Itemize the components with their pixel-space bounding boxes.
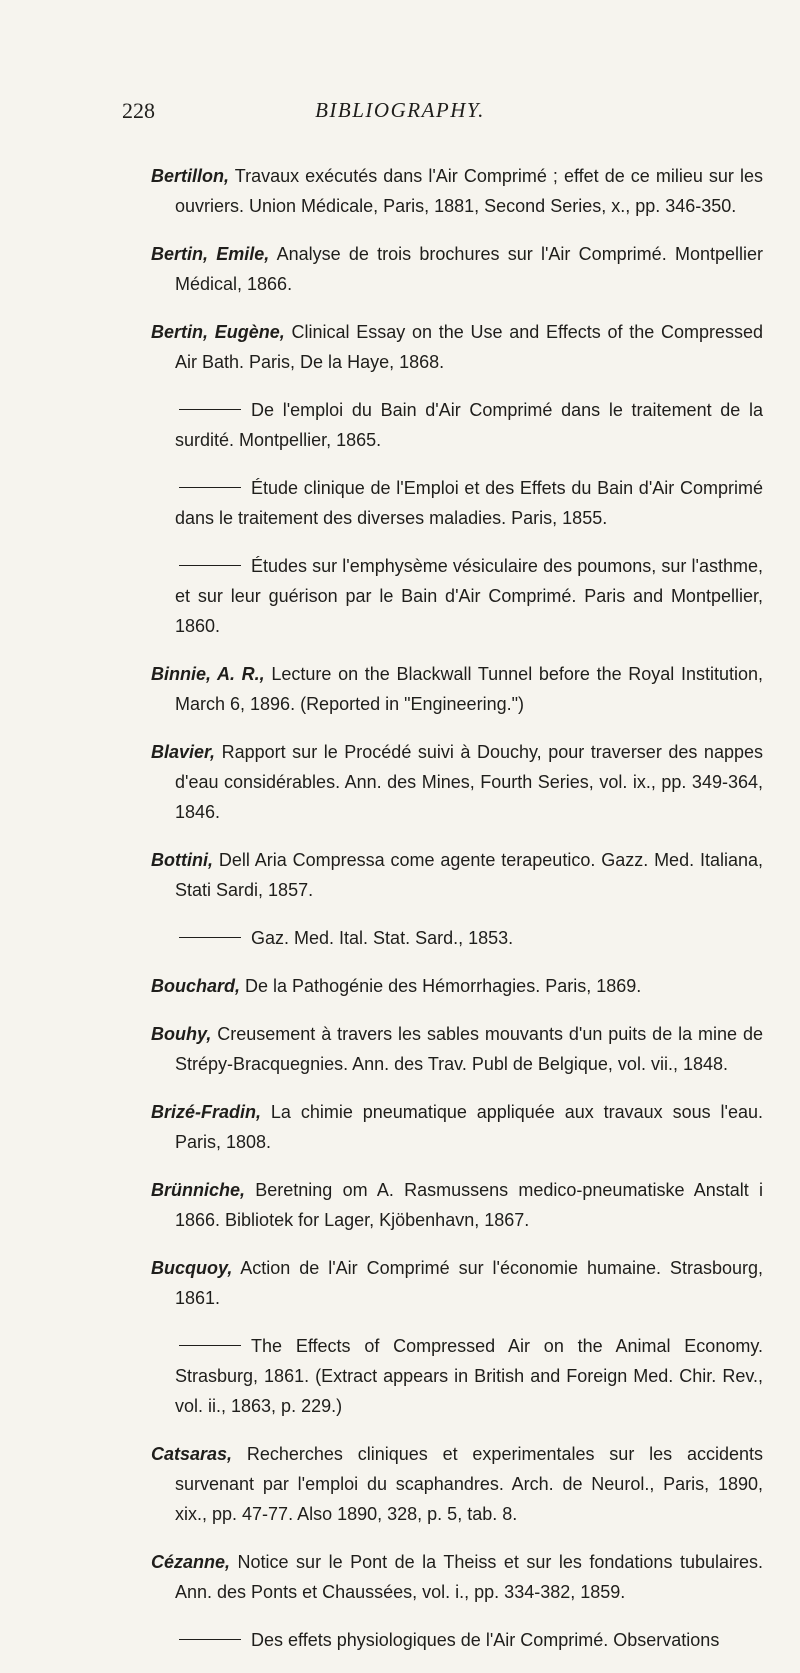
bibliography-entry — [151, 1547, 763, 1607]
bibliography-entry — [151, 923, 763, 953]
bibliography-entry — [151, 1097, 763, 1157]
entry-text: The Effects of Compressed Air on the Animal Economy. Strasburg, 1861. (Extract appears in British and Foreign Med. Chir. Rev., vol. ii., 1863, p. 229.) — [175, 1336, 763, 1416]
bibliography-entry — [151, 1331, 763, 1421]
entry-text: Gaz. Med. Ital. Stat. Sard., 1853. — [251, 928, 514, 948]
entry-text: Clinical Essay on the Use and Effects of the Compressed Air Bath. Paris, De la Haye, 1868. — [175, 322, 763, 372]
bibliography-entry — [151, 845, 763, 905]
bibliography-entry — [151, 161, 763, 221]
entry-text: Travaux exécutés dans l'Air Comprimé ; effet de ce milieu sur les ouvriers. Union Médicale, Paris, 1881, Second Series, x., pp. 346-350. — [175, 166, 763, 216]
entry-author: Brizé-Fradin, — [151, 1102, 262, 1122]
entry-text: De la Pathogénie des Hémorrhagies. Paris, 1869. — [240, 976, 642, 996]
bibliography-list — [151, 143, 763, 1673]
ditto-dash — [179, 565, 241, 566]
bibliography-entry — [151, 1253, 763, 1313]
entry-text: De l'emploi du Bain d'Air Comprimé dans le traitement de la surdité. Montpellier, 1865. — [175, 400, 763, 450]
bibliography-entry — [151, 659, 763, 719]
ditto-dash — [179, 937, 241, 938]
entry-text: Rapport sur le Procédé suivi à Douchy, pour traverser des nappes d'eau considérables. Ann. des Mines, Fourth Series, vol. ix., pp. 349-364, 1846. — [175, 742, 763, 822]
entry-text: Analyse de trois brochures sur l'Air Comprimé. Montpellier Médical, 1866. — [175, 244, 763, 294]
bibliography-entry — [151, 551, 763, 641]
bibliography-entry — [151, 1175, 763, 1235]
running-head — [0, 98, 800, 128]
ditto-dash — [179, 1345, 241, 1346]
entry-author: Bertillon, — [151, 166, 230, 186]
entry-text: Étude clinique de l'Emploi et des Effets du Bain d'Air Comprimé dans le traitement des diverses maladies. Paris, 1855. — [175, 478, 763, 528]
page-header-title: BIBLIOGRAPHY. — [315, 98, 485, 122]
bibliography-entry — [151, 1625, 763, 1655]
entry-text: Des effets physiologiques de l'Air Comprimé. Observations — [251, 1630, 720, 1650]
ditto-dash — [179, 1639, 241, 1640]
ditto-dash — [179, 487, 241, 488]
entry-text: Notice sur le Pont de la Theiss et sur les fondations tubulaires. Ann. des Ponts et Chaussées, vol. i., pp. 334-382, 1859. — [175, 1552, 763, 1602]
entry-author: Brünniche, — [151, 1180, 246, 1200]
entry-author: Bucquoy, — [151, 1258, 233, 1278]
bibliography-entry — [151, 395, 763, 455]
bibliography-entry — [151, 239, 763, 299]
entry-author: Binnie, A. R., — [151, 664, 265, 684]
bibliography-entry — [151, 737, 763, 827]
bibliography-entry — [151, 1019, 763, 1079]
bibliography-entry — [151, 1439, 763, 1529]
bibliography-entry — [151, 317, 763, 377]
entry-text: Dell Aria Compressa come agente terapeutico. Gazz. Med. Italiana, Stati Sardi, 1857. — [175, 850, 763, 900]
entry-text: Recherches cliniques et experimentales sur les accidents survenant par l'emploi du scaphandres. Arch. de Neurol., Paris, 1890, xix., pp. 47-77. Also 1890, 328, p. 5, tab. 8. — [175, 1444, 763, 1524]
entry-author: Bottini, — [151, 850, 213, 870]
entry-author: Bouhy, — [151, 1024, 212, 1044]
entry-author: Cézanne, — [151, 1552, 231, 1572]
entry-text: Action de l'Air Comprimé sur l'économie humaine. Strasbourg, 1861. — [175, 1258, 763, 1308]
bibliography-entry — [151, 473, 763, 533]
entry-text: Beretning om A. Rasmussens medico-pneumatiske Anstalt i 1866. Bibliotek for Lager, Kjöbenhavn, 1867. — [175, 1180, 763, 1230]
entry-text: La chimie pneumatique appliquée aux travaux sous l'eau. Paris, 1808. — [175, 1102, 763, 1152]
entry-author: Bouchard, — [151, 976, 241, 996]
entry-text: Lecture on the Blackwall Tunnel before the Royal Institution, March 6, 1896. (Reported in "Engineering.") — [175, 664, 763, 714]
entry-author: Catsaras, — [151, 1444, 233, 1464]
bibliography-entry — [151, 971, 763, 1001]
ditto-dash — [179, 409, 241, 410]
entry-text: Creusement à travers les sables mouvants d'un puits de la mine de Strépy-Bracquegnies. Ann. des Trav. Publ de Belgique, vol. vii., 1848. — [175, 1024, 763, 1074]
entry-text: Études sur l'emphysème vésiculaire des poumons, sur l'asthme, et sur leur guérison par le Bain d'Air Comprimé. Paris and Montpellier, 1860. — [175, 556, 763, 636]
entry-author: Bertin, Emile, — [151, 244, 270, 264]
entry-author: Blavier, — [151, 742, 216, 762]
page-number: 228 — [122, 98, 155, 123]
entry-author: Bertin, Eugène, — [151, 322, 285, 342]
